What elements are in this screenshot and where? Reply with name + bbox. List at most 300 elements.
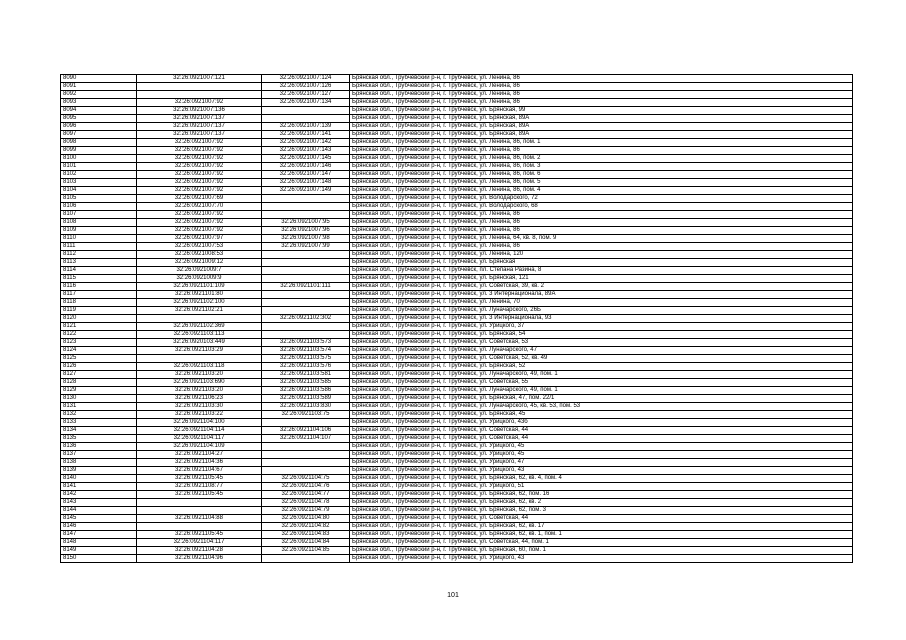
table-row (61, 467, 853, 475)
object-cadastral-cell: 32:26:0921103:586 (262, 387, 350, 395)
parcel-cadastral-cell: 32:26:0921104:114 (137, 427, 262, 435)
parcel-cadastral-cell: 32:26:0921108:77 (137, 483, 262, 491)
parcel-cadastral-cell: 32:26:0921103:20 (137, 371, 262, 379)
address-cell: Брянская обл., Трубчевский р-н, г. Трубчевск, ул. Ленина, 70 (350, 299, 853, 307)
object-cadastral-cell (262, 259, 350, 267)
row-number-cell: 8118 (61, 299, 137, 307)
parcel-cadastral-cell: 32:26:0921103:22 (137, 411, 262, 419)
row-number-cell: 8105 (61, 195, 137, 203)
table-row (61, 347, 853, 355)
object-cadastral-cell: 32:26:0921103:581 (262, 371, 350, 379)
address-cell: Брянская обл., Трубчевский р-н, г. Трубчевск, ул. Ленина, 86, пом. 5 (350, 179, 853, 187)
row-number-cell: 8140 (61, 475, 137, 483)
address-cell: Брянская обл., Трубчевский р-н, г. Трубчевск, ул. Брянская, 62, пом. 16 (350, 491, 853, 499)
row-number-cell: 8110 (61, 235, 137, 243)
table-row (61, 291, 853, 299)
table-row (61, 107, 853, 115)
parcel-cadastral-cell: 32:26:0921101:109 (137, 283, 262, 291)
row-number-cell: 8150 (61, 555, 137, 563)
parcel-cadastral-cell: 32:26:0921104:36 (137, 459, 262, 467)
parcel-cadastral-cell: 32:26:0921007:92 (137, 139, 262, 147)
row-number-cell: 8093 (61, 99, 137, 107)
address-cell: Брянская обл., Трубчевский р-н, г. Трубчевск, ул. Советская, 52, кв. 49 (350, 355, 853, 363)
table-row (61, 411, 853, 419)
table-row (61, 195, 853, 203)
parcel-cadastral-cell: 32:26:0921007:92 (137, 99, 262, 107)
address-cell: Брянская обл., Трубчевский р-н, г. Трубчевск, ул. Володарского, 68 (350, 203, 853, 211)
address-cell: Брянская обл., Трубчевский р-н, г. Трубчевск, ул. Брянская, 62, кв. 17 (350, 523, 853, 531)
address-cell: Брянская обл., Трубчевский р-н, г. Трубчевск, ул. Урицкого, 43 (350, 467, 853, 475)
address-cell: Брянская обл., Трубчевский р-н, г. Трубчевск, ул. Урицкого, 45 (350, 451, 853, 459)
row-number-cell: 8112 (61, 251, 137, 259)
row-number-cell: 8147 (61, 531, 137, 539)
row-number-cell: 8148 (61, 539, 137, 547)
object-cadastral-cell (262, 331, 350, 339)
table-row (61, 483, 853, 491)
table-row (61, 427, 853, 435)
parcel-cadastral-cell: 32:26:0921007:92 (137, 179, 262, 187)
table-row (61, 371, 853, 379)
table-row (61, 275, 853, 283)
table-row (61, 299, 853, 307)
parcel-cadastral-cell: 32:26:0921007:97 (137, 235, 262, 243)
object-cadastral-cell: 32:26:0921104:84 (262, 539, 350, 547)
address-cell: Брянская обл., Трубчевский р-н, г. Трубчевск, ул. Ленина, 86, пом. 4 (350, 187, 853, 195)
object-cadastral-cell: 32:26:0921103:585 (262, 379, 350, 387)
address-cell: Брянская обл., Трубчевский р-н, г. Трубчевск, ул. Советская, 44 (350, 427, 853, 435)
table-row (61, 395, 853, 403)
object-cadastral-cell (262, 195, 350, 203)
table-row (61, 435, 853, 443)
address-cell: Брянская обл., Трубчевский р-н, г. Трубчевск, ул. Брянская, 62, кв. 2 (350, 499, 853, 507)
object-cadastral-cell (262, 443, 350, 451)
row-number-cell: 8103 (61, 179, 137, 187)
object-cadastral-cell: 32:26:0921007:141 (262, 131, 350, 139)
address-cell: Брянская обл., Трубчевский р-н, г. Трубчевск, ул. Луначарского, 26Б (350, 307, 853, 315)
row-number-cell: 8137 (61, 451, 137, 459)
table-row (61, 211, 853, 219)
object-cadastral-cell: 32:26:0921007:127 (262, 91, 350, 99)
parcel-cadastral-cell: 32:26:0921105:45 (137, 531, 262, 539)
address-cell: Брянская обл., Трубчевский р-н, г. Трубчевск, ул. Луначарского, 49, пом. 1 (350, 387, 853, 395)
table-row (61, 99, 853, 107)
parcel-cadastral-cell: 32:26:0921007:121 (137, 75, 262, 83)
address-cell: Брянская обл., Трубчевский р-н, г. Трубчевск, ул. Урицкого, 51 (350, 483, 853, 491)
row-number-cell: 8098 (61, 139, 137, 147)
object-cadastral-cell: 32:26:0921007:99 (262, 243, 350, 251)
row-number-cell: 8095 (61, 115, 137, 123)
parcel-cadastral-cell (137, 91, 262, 99)
object-cadastral-cell: 32:26:0921104:106 (262, 427, 350, 435)
parcel-cadastral-cell: 32:26:0921103:30 (137, 403, 262, 411)
row-number-cell: 8138 (61, 459, 137, 467)
object-cadastral-cell (262, 459, 350, 467)
row-number-cell: 8091 (61, 83, 137, 91)
table-row (61, 235, 853, 243)
object-cadastral-cell: 32:26:0921007:142 (262, 139, 350, 147)
object-cadastral-cell: 32:26:0921101:111 (262, 283, 350, 291)
row-number-cell: 8096 (61, 123, 137, 131)
address-cell: Брянская обл., Трубчевский р-н, г. Трубчевск, ул. Ленина, 86 (350, 147, 853, 155)
table-row (61, 323, 853, 331)
registry-table-body (61, 75, 853, 563)
address-cell: Брянская обл., Трубчевский р-н, г. Трубчевск, ул. Советская, 44 (350, 515, 853, 523)
parcel-cadastral-cell: 32:26:0921007:137 (137, 123, 262, 131)
row-number-cell: 8134 (61, 427, 137, 435)
parcel-cadastral-cell: 32:26:0921101:80 (137, 291, 262, 299)
parcel-cadastral-cell (137, 355, 262, 363)
object-cadastral-cell: 32:26:0921103:830 (262, 403, 350, 411)
table-row (61, 507, 853, 515)
parcel-cadastral-cell: 32:26:0921009:7 (137, 267, 262, 275)
address-cell: Брянская обл., Трубчевский р-н, г. Трубчевск, ул. Брянская, 89А (350, 123, 853, 131)
table-row (61, 91, 853, 99)
row-number-cell: 8126 (61, 363, 137, 371)
table-row (61, 75, 853, 83)
object-cadastral-cell (262, 299, 350, 307)
parcel-cadastral-cell: 32:26:0921009:12 (137, 259, 262, 267)
parcel-cadastral-cell: 32:26:0921102:100 (137, 299, 262, 307)
parcel-cadastral-cell: 32:26:0921007:69 (137, 195, 262, 203)
address-cell: Брянская обл., Трубчевский р-н, г. Трубчевск, ул. Ленина, 86, пом. 1 (350, 139, 853, 147)
object-cadastral-cell: 32:26:0921007:124 (262, 75, 350, 83)
parcel-cadastral-cell: 32:26:0921007:92 (137, 187, 262, 195)
address-cell: Брянская обл., Трубчевский р-н, г. Трубчевск, ул. Ленина, 86 (350, 211, 853, 219)
address-cell: Брянская обл., Трубчевский р-н, г. Трубчевск, ул. Брянская, 52 (350, 363, 853, 371)
parcel-cadastral-cell: 32:26:0921007:53 (137, 243, 262, 251)
table-row (61, 219, 853, 227)
parcel-cadastral-cell: 32:26:0921103:690 (137, 379, 262, 387)
row-number-cell: 8114 (61, 267, 137, 275)
object-cadastral-cell: 32:26:0921103:573 (262, 339, 350, 347)
address-cell: Брянская обл., Трубчевский р-н, г. Трубчевск, ул. Брянская, 45 (350, 411, 853, 419)
object-cadastral-cell: 32:26:0921007:134 (262, 99, 350, 107)
row-number-cell: 8113 (61, 259, 137, 267)
parcel-cadastral-cell: 32:26:0921104:88 (137, 515, 262, 523)
table-row (61, 115, 853, 123)
parcel-cadastral-cell: 32:26:0921103:113 (137, 331, 262, 339)
table-row (61, 531, 853, 539)
object-cadastral-cell: 32:26:0921104:79 (262, 507, 350, 515)
parcel-cadastral-cell: 32:26:0921104:28 (137, 547, 262, 555)
table-row (61, 499, 853, 507)
object-cadastral-cell: 32:26:0921104:75 (262, 475, 350, 483)
address-cell: Брянская обл., Трубчевский р-н, г. Трубчевск, ул. Ленина, 86 (350, 227, 853, 235)
table-row (61, 515, 853, 523)
parcel-cadastral-cell (137, 499, 262, 507)
parcel-cadastral-cell: 32:26:0921104:109 (137, 443, 262, 451)
object-cadastral-cell: 32:26:0921103:574 (262, 347, 350, 355)
row-number-cell: 8094 (61, 107, 137, 115)
object-cadastral-cell: 32:26:0921104:85 (262, 547, 350, 555)
address-cell: Брянская обл., Трубчевский р-н, г. Трубчевск, ул. Ленина, 86 (350, 243, 853, 251)
address-cell: Брянская обл., Трубчевский р-н, г. Трубчевск, ул. Брянская, 62, кв. 1, пом. 1 (350, 531, 853, 539)
parcel-cadastral-cell: 32:26:0921106:23 (137, 395, 262, 403)
row-number-cell: 8104 (61, 187, 137, 195)
object-cadastral-cell: 32:26:0921104:82 (262, 523, 350, 531)
address-cell: Брянская обл., Трубчевский р-н, г. Трубчевск, ул. Брянская, 54 (350, 331, 853, 339)
address-cell: Брянская обл., Трубчевский р-н, г. Трубчевск, ул. Советская, 44 (350, 435, 853, 443)
row-number-cell: 8097 (61, 131, 137, 139)
table-row (61, 339, 853, 347)
table-row (61, 555, 853, 563)
parcel-cadastral-cell: 32:26:0921007:92 (137, 147, 262, 155)
row-number-cell: 8122 (61, 331, 137, 339)
row-number-cell: 8132 (61, 411, 137, 419)
object-cadastral-cell: 32:26:0921103:75 (262, 411, 350, 419)
parcel-cadastral-cell: 32:26:0921104:27 (137, 451, 262, 459)
row-number-cell: 8144 (61, 507, 137, 515)
object-cadastral-cell: 32:26:0921007:95 (262, 219, 350, 227)
row-number-cell: 8092 (61, 91, 137, 99)
row-number-cell: 8099 (61, 147, 137, 155)
parcel-cadastral-cell: 32:26:0921007:92 (137, 219, 262, 227)
object-cadastral-cell: 32:26:0921007:145 (262, 155, 350, 163)
parcel-cadastral-cell: 32:26:0921104:67 (137, 467, 262, 475)
table-row (61, 131, 853, 139)
table-row (61, 491, 853, 499)
parcel-cadastral-cell (137, 83, 262, 91)
row-number-cell: 8106 (61, 203, 137, 211)
row-number-cell: 8120 (61, 315, 137, 323)
object-cadastral-cell (262, 211, 350, 219)
row-number-cell: 8115 (61, 275, 137, 283)
row-number-cell: 8101 (61, 163, 137, 171)
object-cadastral-cell (262, 275, 350, 283)
address-cell: Брянская обл., Трубчевский р-н, г. Трубчевск, ул. 3 Интернационала, 93 (350, 315, 853, 323)
row-number-cell: 8116 (61, 283, 137, 291)
parcel-cadastral-cell: 32:26:0921104:96 (137, 555, 262, 563)
object-cadastral-cell (262, 267, 350, 275)
row-number-cell: 8145 (61, 515, 137, 523)
address-cell: Брянская обл., Трубчевский р-н, г. Трубчевск, ул. Брянская (350, 259, 853, 267)
object-cadastral-cell (262, 555, 350, 563)
object-cadastral-cell: 32:26:0921007:147 (262, 171, 350, 179)
table-row (61, 475, 853, 483)
parcel-cadastral-cell: 32:26:0921008:53 (137, 251, 262, 259)
object-cadastral-cell: 32:26:0921103:589 (262, 395, 350, 403)
object-cadastral-cell (262, 419, 350, 427)
table-row (61, 547, 853, 555)
parcel-cadastral-cell: 32:26:0921104:117 (137, 539, 262, 547)
table-row (61, 179, 853, 187)
address-cell: Брянская обл., Трубчевский р-н, г. Трубчевск, ул. Ленина, 86, пом. 3 (350, 163, 853, 171)
table-row (61, 379, 853, 387)
object-cadastral-cell: 32:26:0921103:575 (262, 355, 350, 363)
object-cadastral-cell: 32:26:0921007:146 (262, 163, 350, 171)
parcel-cadastral-cell: 32:26:0920103:449 (137, 339, 262, 347)
object-cadastral-cell (262, 251, 350, 259)
object-cadastral-cell (262, 307, 350, 315)
parcel-cadastral-cell: 32:26:0921007:92 (137, 227, 262, 235)
parcel-cadastral-cell: 32:26:0921103:118 (137, 363, 262, 371)
object-cadastral-cell (262, 451, 350, 459)
table-row (61, 227, 853, 235)
table-row (61, 523, 853, 531)
table-row (61, 139, 853, 147)
table-row (61, 147, 853, 155)
parcel-cadastral-cell: 32:26:0921007:92 (137, 171, 262, 179)
row-number-cell: 8131 (61, 403, 137, 411)
object-cadastral-cell (262, 203, 350, 211)
row-number-cell: 8117 (61, 291, 137, 299)
row-number-cell: 8146 (61, 523, 137, 531)
address-cell: Брянская обл., Трубчевский р-н, г. Трубчевск, ул. Ленина, 86 (350, 75, 853, 83)
address-cell: Брянская обл., Трубчевский р-н, г. Трубчевск, ул. Ленина, 86 (350, 91, 853, 99)
address-cell: Брянская обл., Трубчевский р-н, г. Трубчевск, ул. Луначарского, 47 (350, 347, 853, 355)
address-cell: Брянская обл., Трубчевский р-н, г. Трубчевск, ул. Урицкого, 37 (350, 323, 853, 331)
address-cell: Брянская обл., Трубчевский р-н, г. Трубчевск, ул. Советская, 55 (350, 379, 853, 387)
parcel-cadastral-cell: 32:26:0921102:369 (137, 323, 262, 331)
address-cell: Брянская обл., Трубчевский р-н, г. Трубчевск, ул. Урицкого, 47 (350, 459, 853, 467)
address-cell: Брянская обл., Трубчевский р-н, г. Трубчевск, ул. Ленина, 86 (350, 83, 853, 91)
row-number-cell: 8129 (61, 387, 137, 395)
parcel-cadastral-cell: 32:26:0921103:29 (137, 347, 262, 355)
address-cell: Брянская обл., Трубчевский р-н, г. Трубчевск, ул. Брянская, 121 (350, 275, 853, 283)
table-row (61, 403, 853, 411)
object-cadastral-cell: 32:26:0921104:83 (262, 531, 350, 539)
parcel-cadastral-cell: 32:26:0921007:136 (137, 107, 262, 115)
row-number-cell: 8133 (61, 419, 137, 427)
row-number-cell: 8090 (61, 75, 137, 83)
address-cell: Брянская обл., Трубчевский р-н, г. Трубчевск, ул. Урицкого, 43б (350, 419, 853, 427)
table-row (61, 459, 853, 467)
object-cadastral-cell: 32:26:0921007:98 (262, 235, 350, 243)
table-row (61, 243, 853, 251)
object-cadastral-cell: 32:26:0921007:143 (262, 147, 350, 155)
object-cadastral-cell: 32:26:0921007:96 (262, 227, 350, 235)
row-number-cell: 8143 (61, 499, 137, 507)
parcel-cadastral-cell: 32:26:0921007:92 (137, 155, 262, 163)
table-row (61, 171, 853, 179)
row-number-cell: 8124 (61, 347, 137, 355)
table-row (61, 283, 853, 291)
row-number-cell: 8111 (61, 243, 137, 251)
object-cadastral-cell: 32:26:0921104:107 (262, 435, 350, 443)
table-row (61, 355, 853, 363)
table-row (61, 259, 853, 267)
address-cell: Брянская обл., Трубчевский р-н, г. Трубчевск, ул. Брянская, 60, пом. 1 (350, 547, 853, 555)
parcel-cadastral-cell: 32:26:0921007:137 (137, 115, 262, 123)
parcel-cadastral-cell: 32:26:0921104:117 (137, 435, 262, 443)
object-cadastral-cell: 32:26:0921104:77 (262, 491, 350, 499)
object-cadastral-cell: 32:26:0921104:80 (262, 515, 350, 523)
table-row (61, 315, 853, 323)
object-cadastral-cell: 32:26:0921007:126 (262, 83, 350, 91)
row-number-cell: 8142 (61, 491, 137, 499)
row-number-cell: 8130 (61, 395, 137, 403)
address-cell: Брянская обл., Трубчевский р-н, г. Трубчевск, ул. Советская, 44, пом. 1 (350, 539, 853, 547)
page-number: 101 (447, 592, 459, 599)
object-cadastral-cell (262, 291, 350, 299)
address-cell: Брянская обл., Трубчевский р-н, г. Трубчевск, ул. Брянская, 47, пом. 22/1 (350, 395, 853, 403)
row-number-cell: 8121 (61, 323, 137, 331)
object-cadastral-cell (262, 467, 350, 475)
row-number-cell: 8128 (61, 379, 137, 387)
row-number-cell: 8149 (61, 547, 137, 555)
parcel-cadastral-cell (137, 315, 262, 323)
object-cadastral-cell: 32:26:0921104:78 (262, 499, 350, 507)
object-cadastral-cell: 32:26:0921104:76 (262, 483, 350, 491)
table-row (61, 443, 853, 451)
row-number-cell: 8109 (61, 227, 137, 235)
row-number-cell: 8141 (61, 483, 137, 491)
parcel-cadastral-cell (137, 507, 262, 515)
object-cadastral-cell: 32:26:0921102:302 (262, 315, 350, 323)
table-row (61, 539, 853, 547)
address-cell: Брянская обл., Трубчевский р-н, г. Трубчевск, ул. Ленина, 86, пом. 6 (350, 171, 853, 179)
address-cell: Брянская обл., Трубчевский р-н, г. Трубчевск, ул. Ленина, 86 (350, 99, 853, 107)
table-row (61, 187, 853, 195)
address-cell: Брянская обл., Трубчевский р-н, г. Трубчевск, ул. Брянская, 89А (350, 115, 853, 123)
parcel-cadastral-cell: 32:26:0921105:45 (137, 475, 262, 483)
parcel-cadastral-cell (137, 523, 262, 531)
row-number-cell: 8102 (61, 171, 137, 179)
row-number-cell: 8127 (61, 371, 137, 379)
parcel-cadastral-cell: 32:26:0921103:20 (137, 387, 262, 395)
row-number-cell: 8119 (61, 307, 137, 315)
address-cell: Брянская обл., Трубчевский р-н, г. Трубчевск, ул. Брянская, 99 (350, 107, 853, 115)
address-cell: Брянская обл., Трубчевский р-н, г. Трубчевск, ул. Брянская, 89А (350, 131, 853, 139)
row-number-cell: 8123 (61, 339, 137, 347)
row-number-cell: 8100 (61, 155, 137, 163)
address-cell: Брянская обл., Трубчевский р-н, г. Трубчевск, ул. Урицкого, 43 (350, 555, 853, 563)
parcel-cadastral-cell: 32:26:0921007:137 (137, 131, 262, 139)
table-row (61, 163, 853, 171)
address-cell: Брянская обл., Трубчевский р-н, г. Трубчевск, ул. Советская, 39, кв. 2 (350, 283, 853, 291)
registry-table (60, 74, 853, 563)
parcel-cadastral-cell: 32:26:0921007:70 (137, 203, 262, 211)
table-row (61, 83, 853, 91)
object-cadastral-cell: 32:26:0921103:576 (262, 363, 350, 371)
parcel-cadastral-cell: 32:26:0921102:21 (137, 307, 262, 315)
parcel-cadastral-cell: 32:26:0921007:92 (137, 211, 262, 219)
table-row (61, 155, 853, 163)
parcel-cadastral-cell: 32:26:0921104:100 (137, 419, 262, 427)
address-cell: Брянская обл., Трубчевский р-н, г. Трубчевск, ул. Брянская, 62, кв. 4, пом. 4 (350, 475, 853, 483)
object-cadastral-cell (262, 107, 350, 115)
address-cell: Брянская обл., Трубчевский р-н, г. Трубчевск, ул. Луначарского, 45, кв. 53, пом. 53 (350, 403, 853, 411)
table-row (61, 307, 853, 315)
address-cell: Брянская обл., Трубчевский р-н, г. Трубчевск, ул. Ленина, 64, кв. 8, пом. 9 (350, 235, 853, 243)
row-number-cell: 8108 (61, 219, 137, 227)
address-cell: Брянская обл., Трубчевский р-н, г. Трубчевск, ул. 3 Интернационала, 89А (350, 291, 853, 299)
address-cell: Брянская обл., Трубчевский р-н, г. Трубчевск, пл. Степана Разина, 8 (350, 267, 853, 275)
table-row (61, 331, 853, 339)
table-row (61, 419, 853, 427)
parcel-cadastral-cell: 32:26:0921007:92 (137, 163, 262, 171)
address-cell: Брянская обл., Трубчевский р-н, г. Трубчевск, ул. Брянская, 62, пом. 3 (350, 507, 853, 515)
object-cadastral-cell: 32:26:0921007:149 (262, 187, 350, 195)
table-row (61, 387, 853, 395)
address-cell: Брянская обл., Трубчевский р-н, г. Трубчевск, ул. Ленина, 86 (350, 219, 853, 227)
row-number-cell: 8139 (61, 467, 137, 475)
table-row (61, 267, 853, 275)
address-cell: Брянская обл., Трубчевский р-н, г. Трубчевск, ул. Володарского, 72 (350, 195, 853, 203)
parcel-cadastral-cell: 32:26:0921009:9 (137, 275, 262, 283)
parcel-cadastral-cell: 32:26:0921105:45 (137, 491, 262, 499)
row-number-cell: 8125 (61, 355, 137, 363)
table-row (61, 451, 853, 459)
address-cell: Брянская обл., Трубчевский р-н, г. Трубчевск, ул. Урицкого, 45 (350, 443, 853, 451)
row-number-cell: 8136 (61, 443, 137, 451)
object-cadastral-cell (262, 115, 350, 123)
object-cadastral-cell: 32:26:0921007:139 (262, 123, 350, 131)
table-row (61, 363, 853, 371)
row-number-cell: 8107 (61, 211, 137, 219)
address-cell: Брянская обл., Трубчевский р-н, г. Трубчевск, ул. Ленина, 86, пом. 2 (350, 155, 853, 163)
table-row (61, 251, 853, 259)
